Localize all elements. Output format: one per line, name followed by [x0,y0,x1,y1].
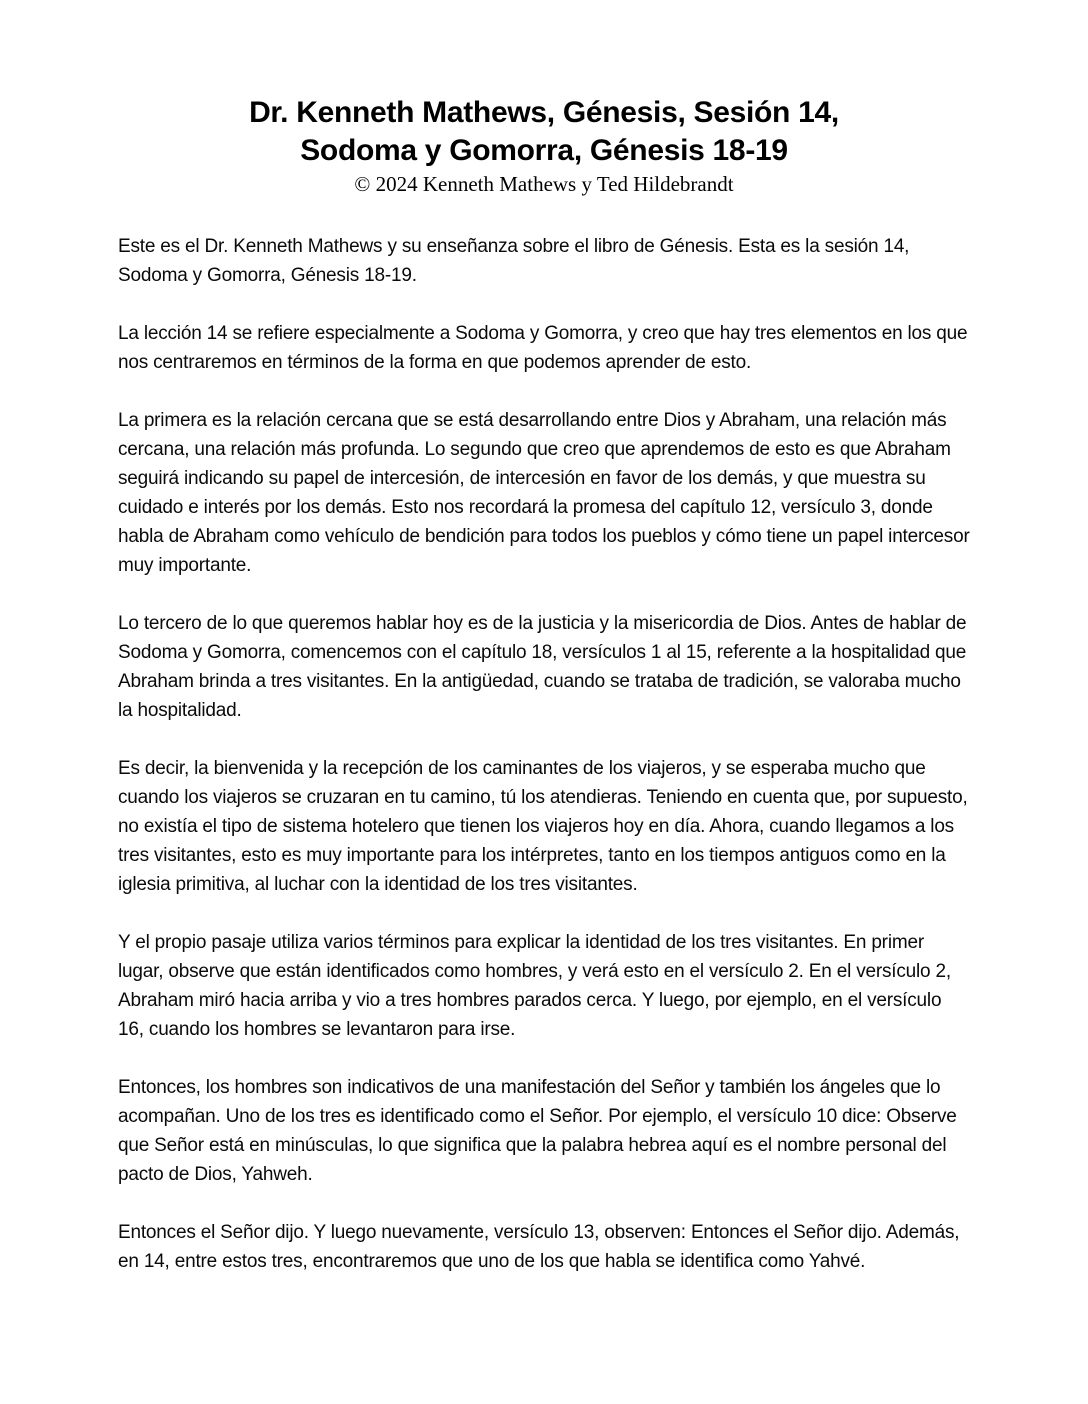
page-title [118,94,970,170]
copyright-line: © 2024 Kenneth Mathews y Ted Hildebrandt [354,172,734,196]
paragraph: Y el propio pasaje utiliza varios términos para explicar la identidad de los tres visitantes. En primer lugar, observe que están identificados como hombres, y verá esto en el versículo 2. En el versículo 2, Abraham miró hacia arriba y vio a tres hombres parados cerca. Y luego, por ejemplo, en el versículo 16, cuando los hombres se levantaron para irse. [118,932,951,1040]
page-title-line2: Sodoma y Gomorra, Génesis 18-19 [300,134,788,167]
paragraph: La lección 14 se refiere especialmente a Sodoma y Gomorra, y creo que hay tres elementos en los que nos centraremos en términos de la forma en que podemos aprender de esto. [118,323,968,373]
paragraph: Lo tercero de lo que queremos hablar hoy es de la justicia y la misericordia de Dios. Antes de hablar de Sodoma y Gomorra, comencemos con el capítulo 18, versículos 1 al 15, referente a la hospitalidad que Abraham brinda a tres visitantes. En la antigüedad, cuando se trataba de tradición, se valoraba mucho la hospitalidad. [118,613,967,721]
paragraph: Entonces el Señor dijo. Y luego nuevamente, versículo 13, observen: Entonces el Señor dijo. Además, en 14, entre estos tres, encontraremos que uno de los que habla se identifica como Yahvé. [118,1222,960,1272]
paragraph: Este es el Dr. Kenneth Mathews y su enseñanza sobre el libro de Génesis. Esta es la sesión 14, Sodoma y Gomorra, Génesis 18-19. [118,236,910,286]
page-title-line1: Dr. Kenneth Mathews, Génesis, Sesión 14, [249,96,839,129]
paragraph: La primera es la relación cercana que se está desarrollando entre Dios y Abraham, una relación más cercana, una relación más profunda. Lo segundo que creo que aprendemos de esto es que Abraham seguirá indicando su papel de intercesión, de intercesión en favor de los demás, y que muestra su cuidado e interés por los demás. Esto nos recordará la promesa del capítulo 12, versículo 3, donde habla de Abraham como vehículo de bendición para todos los pueblos y cómo tiene un papel intercesor muy importante. [118,410,970,576]
paragraph: Entonces, los hombres son indicativos de una manifestación del Señor y también los ángeles que lo acompañan. Uno de los tres es identificado como el Señor. Por ejemplo, el versículo 10 dice: Observe que Señor está en minúsculas, lo que significa que la palabra hebrea aquí es el nombre personal del pacto de Dios, Yahweh. [118,1077,957,1185]
document-header [118,94,970,198]
paragraph: Es decir, la bienvenida y la recepción de los caminantes de los viajeros, y se esperaba mucho que cuando los viajeros se cruzaran en tu camino, tú los atendieras. Teniendo en cuenta que, por supuesto, no existía el tipo de sistema hotelero que tienen los viajeros hoy en día. Ahora, cuando llegamos a los tres visitantes, esto es muy importante para los intérpretes, tanto en los tiempos antiguos como en la iglesia primitiva, al luchar con la identidad de los tres visitantes. [118,758,968,895]
document-body [118,232,970,1276]
